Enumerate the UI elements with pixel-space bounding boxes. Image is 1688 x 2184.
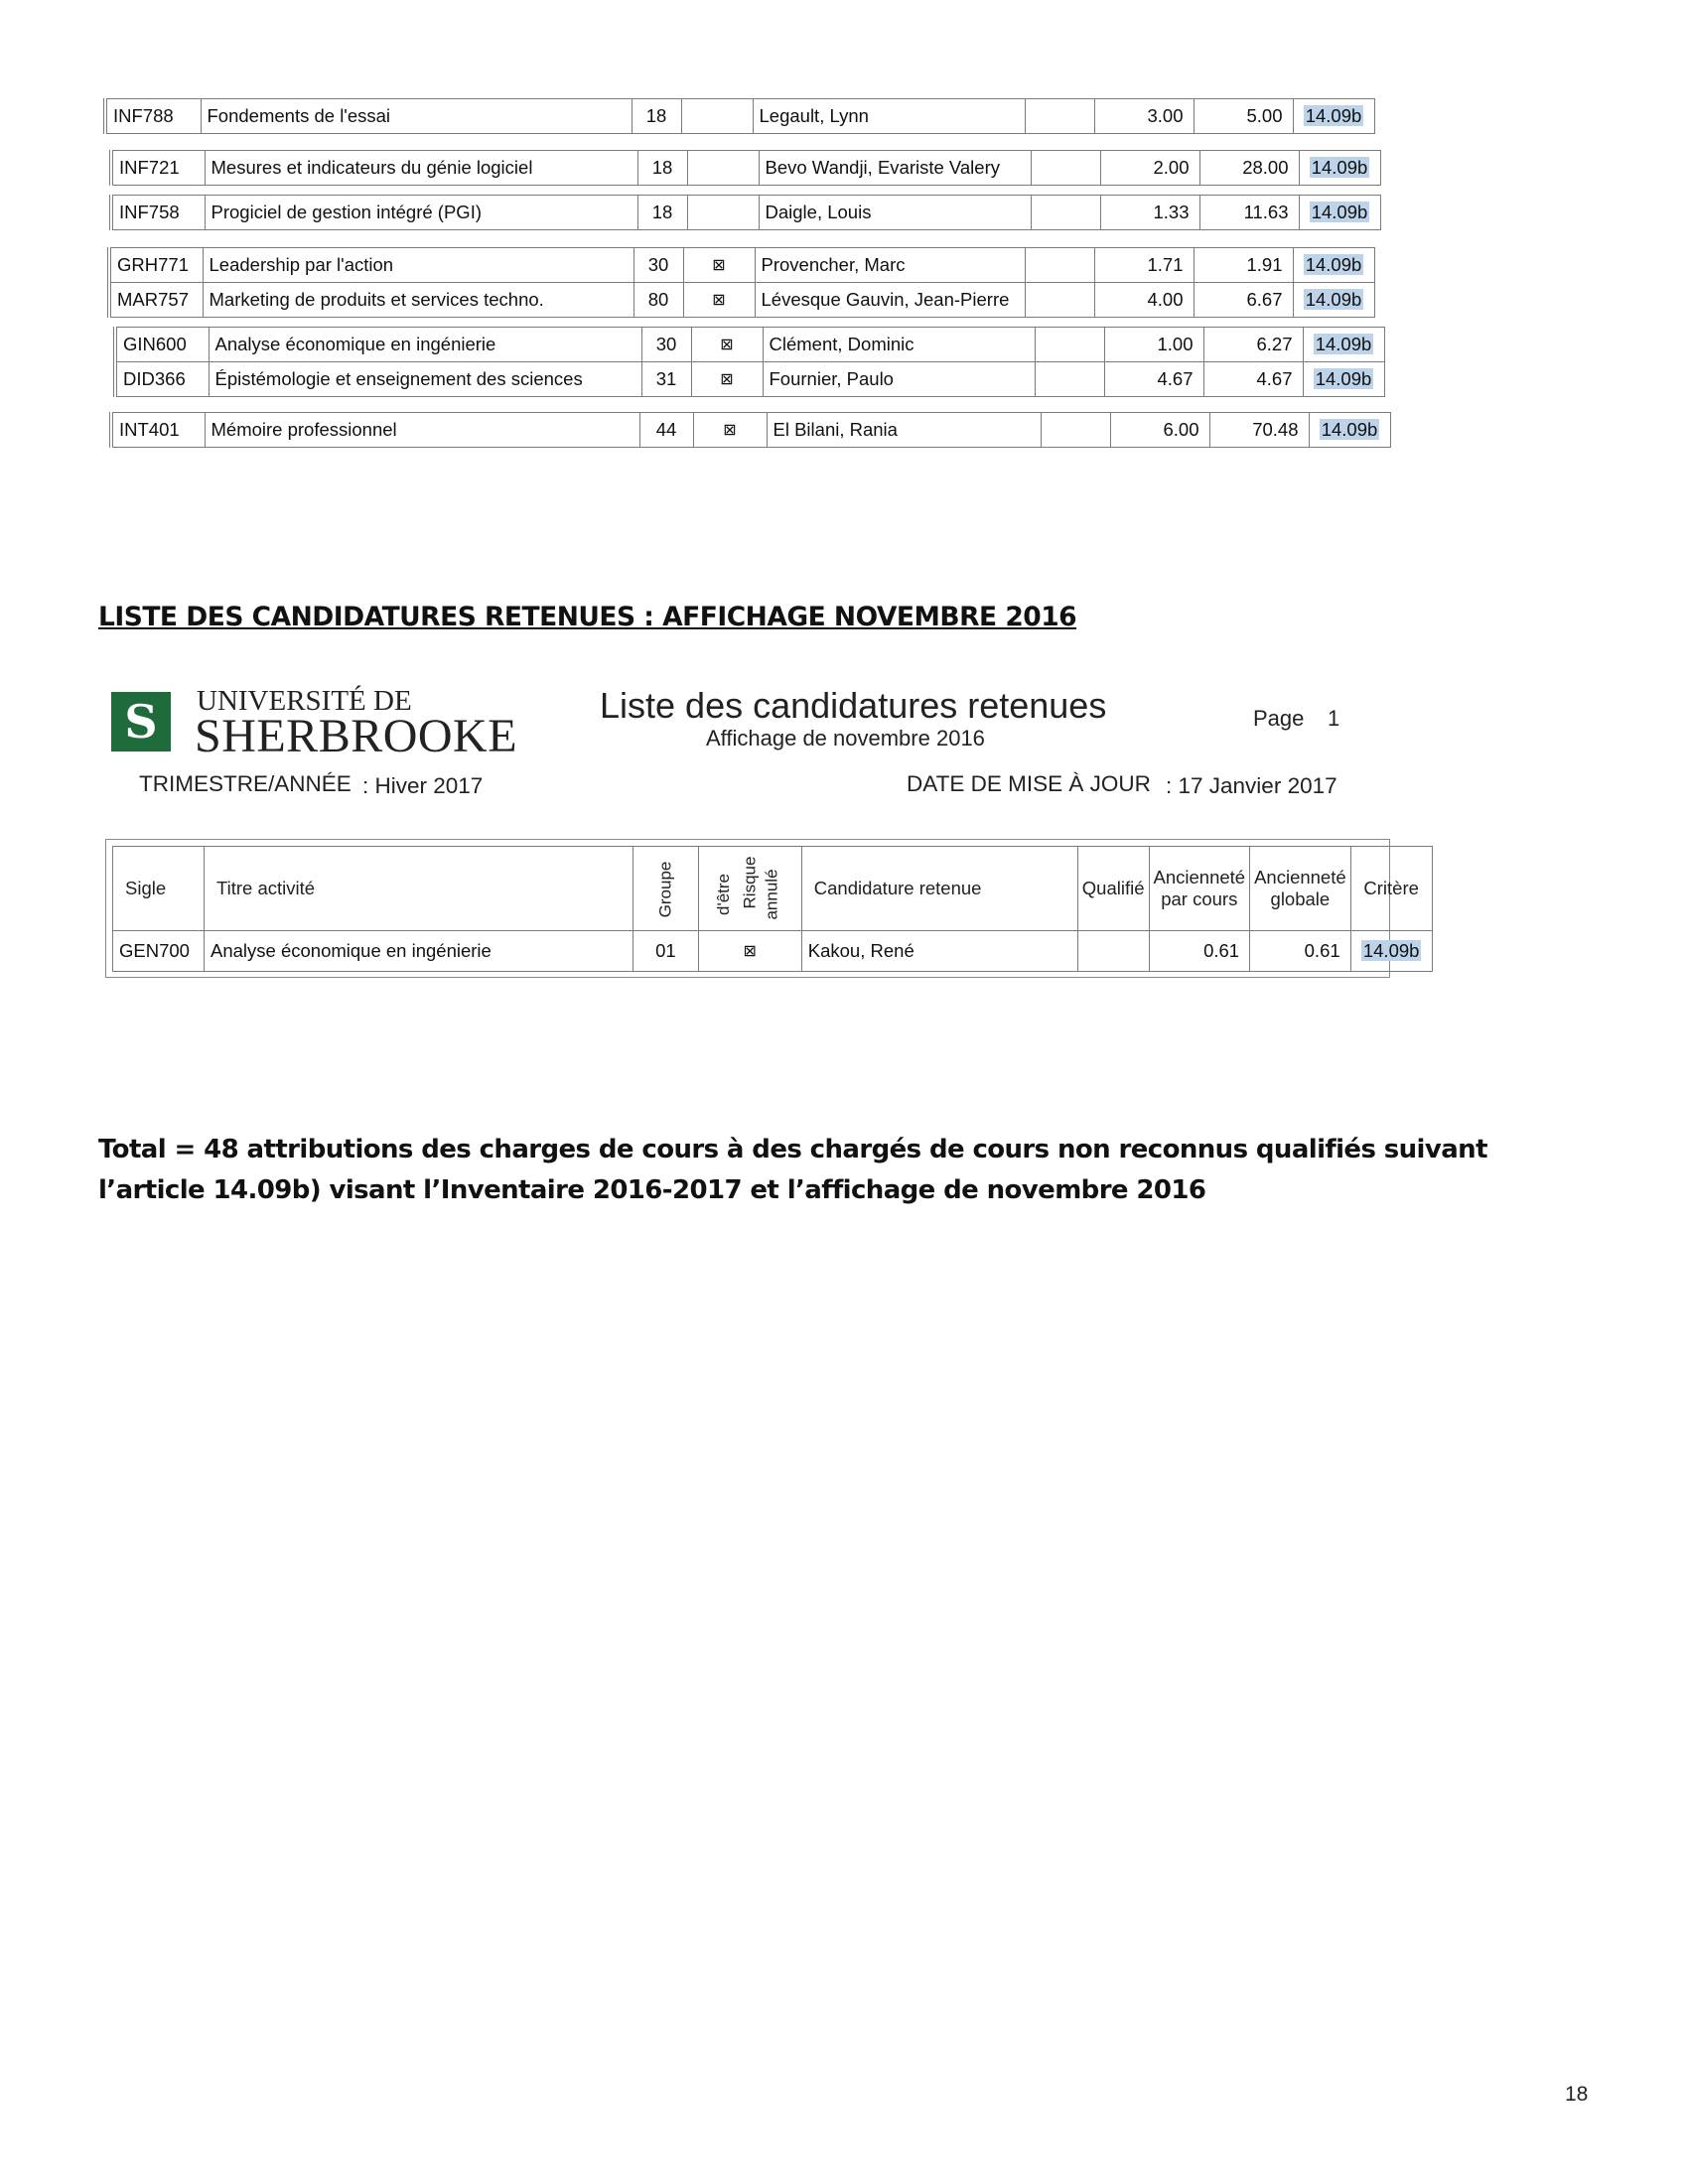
candidat-cell: Legault, Lynn	[753, 99, 1025, 134]
anc-cours-cell: 4.00	[1094, 283, 1194, 318]
fragment-table-3	[109, 195, 1381, 230]
anc-cours-cell: 3.00	[1094, 99, 1194, 134]
qualifie-cell	[1035, 328, 1104, 362]
candidat-cell: Daigle, Louis	[759, 196, 1031, 230]
anc-globale-cell: 1.91	[1194, 248, 1293, 283]
qualifie-cell	[1031, 196, 1100, 230]
qualifie-cell	[1031, 151, 1100, 186]
candidat-cell: Kakou, René	[801, 931, 1077, 972]
col-risque	[698, 847, 801, 931]
risque-cell	[687, 196, 759, 230]
university-name-line2: SHERBROOKE	[195, 710, 518, 762]
anc-globale-cell: 6.27	[1203, 328, 1303, 362]
page-number: 18	[1565, 2083, 1589, 2106]
groupe-cell: 44	[639, 413, 693, 448]
fragment-table-5	[113, 327, 1385, 397]
anc-globale-cell: 70.48	[1209, 413, 1309, 448]
col-qualifie: Qualifié	[1077, 847, 1149, 931]
groupe-cell: 18	[637, 151, 687, 186]
anc-globale-cell: 6.67	[1194, 283, 1293, 318]
titre-cell: Marketing de produits et services techno.	[203, 283, 633, 318]
critere-highlight: 14.09b	[1311, 157, 1368, 178]
university-name-line1: UNIVERSITÉ DE	[197, 685, 412, 717]
critere-cell	[1350, 931, 1432, 972]
sigle-cell: DID366	[115, 362, 209, 397]
sigle-cell: INT401	[111, 413, 205, 448]
page-number-header: 1	[1328, 706, 1340, 731]
critere-highlight: 14.09b	[1305, 289, 1362, 310]
trimestre-label: TRIMESTRE/ANNÉE	[139, 771, 352, 796]
sigle-cell: INF788	[105, 99, 201, 134]
anc-cours-cell: 1.71	[1094, 248, 1194, 283]
update-date-label: DATE DE MISE À JOUR	[907, 771, 1151, 796]
anc-cours-cell: 1.00	[1104, 328, 1203, 362]
sigle-cell: GRH771	[109, 248, 203, 283]
col-risque-stack	[741, 835, 759, 929]
table-row	[109, 283, 1374, 318]
titre-cell: Épistémologie et enseignement des sciences	[209, 362, 641, 397]
col-anc-globale-line2: globale	[1270, 888, 1331, 909]
table-row	[109, 248, 1374, 283]
candidat-cell: Provencher, Marc	[755, 248, 1025, 283]
titre-cell: Analyse économique en ingénierie	[209, 328, 641, 362]
critere-cell	[1293, 248, 1374, 283]
anc-globale-cell: 5.00	[1194, 99, 1293, 134]
groupe-cell: 18	[637, 196, 687, 230]
anc-globale-cell: 4.67	[1203, 362, 1303, 397]
page-label: Page	[1253, 706, 1305, 731]
critere-cell	[1293, 99, 1374, 134]
critere-cell	[1299, 151, 1380, 186]
fragment-table-1	[103, 98, 1375, 134]
anc-cours-cell: 0.61	[1149, 931, 1250, 972]
sigle-cell: MAR757	[109, 283, 203, 318]
university-logo: S	[111, 692, 171, 751]
col-risque-line2: d'être	[713, 874, 733, 915]
anc-cours-cell: 4.67	[1104, 362, 1203, 397]
col-risque-line3: annulé	[762, 869, 781, 920]
risque-cell: ⊠	[691, 328, 763, 362]
sigle-cell: INF721	[111, 151, 205, 186]
table-row	[111, 196, 1380, 230]
groupe-cell: 30	[633, 248, 683, 283]
report-subtitle: Affichage de novembre 2016	[706, 726, 985, 751]
titre-cell: Progiciel de gestion intégré (PGI)	[205, 196, 637, 230]
col-anc-cours-line2: par cours	[1161, 888, 1238, 909]
candidat-cell: Clément, Dominic	[763, 328, 1035, 362]
candidatures-table	[112, 846, 1433, 972]
sigle-cell: GIN600	[115, 328, 209, 362]
critere-highlight: 14.09b	[1305, 254, 1362, 275]
titre-cell: Leadership par l'action	[203, 248, 633, 283]
col-groupe	[633, 847, 699, 931]
fragment-table-2	[109, 150, 1381, 186]
anc-globale-cell: 0.61	[1250, 931, 1351, 972]
section-title: LISTE DES CANDIDATURES RETENUES : AFFICHAGE NOVEMBRE 2016	[98, 602, 1077, 632]
sigle-cell: GEN700	[113, 931, 205, 972]
qualifie-cell	[1025, 283, 1094, 318]
risque-cell: ⊠	[698, 931, 801, 972]
risque-cell	[687, 151, 759, 186]
critere-highlight: 14.09b	[1315, 368, 1372, 389]
anc-globale-cell: 11.63	[1199, 196, 1299, 230]
anc-globale-cell: 28.00	[1199, 151, 1299, 186]
risque-cell: ⊠	[691, 362, 763, 397]
col-anc-globale	[1250, 847, 1351, 931]
critere-cell	[1293, 283, 1374, 318]
table-row	[113, 931, 1433, 972]
col-critere: Critère	[1350, 847, 1432, 931]
critere-cell	[1303, 328, 1384, 362]
table-row	[115, 328, 1384, 362]
critere-highlight: 14.09b	[1362, 940, 1420, 961]
table-row	[111, 413, 1390, 448]
update-date-value: : 17 Janvier 2017	[1166, 773, 1337, 798]
candidat-cell: Lévesque Gauvin, Jean-Pierre	[755, 283, 1025, 318]
total-paragraph: Total = 48 attributions des charges de cours à des chargés de cours non reconnus qualifiés suivant l’article 14.09b) visant l’Inventaire 2016-2017 et l’affichage de novembre 2016	[98, 1135, 1487, 1205]
fragment-table-4	[107, 247, 1375, 318]
anc-cours-cell: 1.33	[1100, 196, 1199, 230]
candidat-cell: El Bilani, Rania	[767, 413, 1041, 448]
col-candidature: Candidature retenue	[801, 847, 1077, 931]
qualifie-cell	[1035, 362, 1104, 397]
col-sigle: Sigle	[113, 847, 205, 931]
col-anc-cours	[1149, 847, 1250, 931]
table-row	[111, 151, 1380, 186]
risque-cell: ⊠	[693, 413, 767, 448]
risque-cell	[681, 99, 753, 134]
fragment-table-6	[109, 412, 1391, 448]
col-risque-line1: Risque	[740, 856, 760, 909]
risque-cell: ⊠	[683, 248, 755, 283]
report-title: Liste des candidatures retenues	[600, 685, 1107, 726]
critere-cell	[1299, 196, 1380, 230]
groupe-cell: 80	[633, 283, 683, 318]
groupe-cell: 01	[633, 931, 699, 972]
qualifie-cell	[1025, 99, 1094, 134]
candidat-cell: Bevo Wandji, Evariste Valery	[759, 151, 1031, 186]
critere-highlight: 14.09b	[1311, 202, 1368, 222]
col-anc-globale-line1: Ancienneté	[1254, 867, 1346, 887]
titre-cell: Mémoire professionnel	[205, 413, 639, 448]
col-anc-cours-line1: Ancienneté	[1153, 867, 1246, 887]
trimestre-value: : Hiver 2017	[362, 773, 484, 798]
critere-cell	[1309, 413, 1390, 448]
table-row	[115, 362, 1384, 397]
qualifie-cell	[1041, 413, 1110, 448]
col-titre: Titre activité	[205, 847, 633, 931]
critere-highlight: 14.09b	[1305, 105, 1362, 126]
sigle-cell: INF758	[111, 196, 205, 230]
qualifie-cell	[1077, 931, 1149, 972]
qualifie-cell	[1025, 248, 1094, 283]
critere-highlight: 14.09b	[1315, 334, 1372, 354]
groupe-cell: 18	[632, 99, 681, 134]
table-header-row	[113, 847, 1433, 931]
candidat-cell: Fournier, Paulo	[763, 362, 1035, 397]
titre-cell: Mesures et indicateurs du génie logiciel	[205, 151, 637, 186]
risque-cell: ⊠	[683, 283, 755, 318]
titre-cell: Analyse économique en ingénierie	[205, 931, 633, 972]
table-row	[105, 99, 1374, 134]
critere-cell	[1303, 362, 1384, 397]
groupe-cell: 31	[641, 362, 691, 397]
anc-cours-cell: 2.00	[1100, 151, 1199, 186]
anc-cours-cell: 6.00	[1110, 413, 1209, 448]
col-groupe-label: Groupe	[655, 861, 675, 918]
titre-cell: Fondements de l'essai	[201, 99, 632, 134]
groupe-cell: 30	[641, 328, 691, 362]
critere-highlight: 14.09b	[1321, 419, 1378, 440]
